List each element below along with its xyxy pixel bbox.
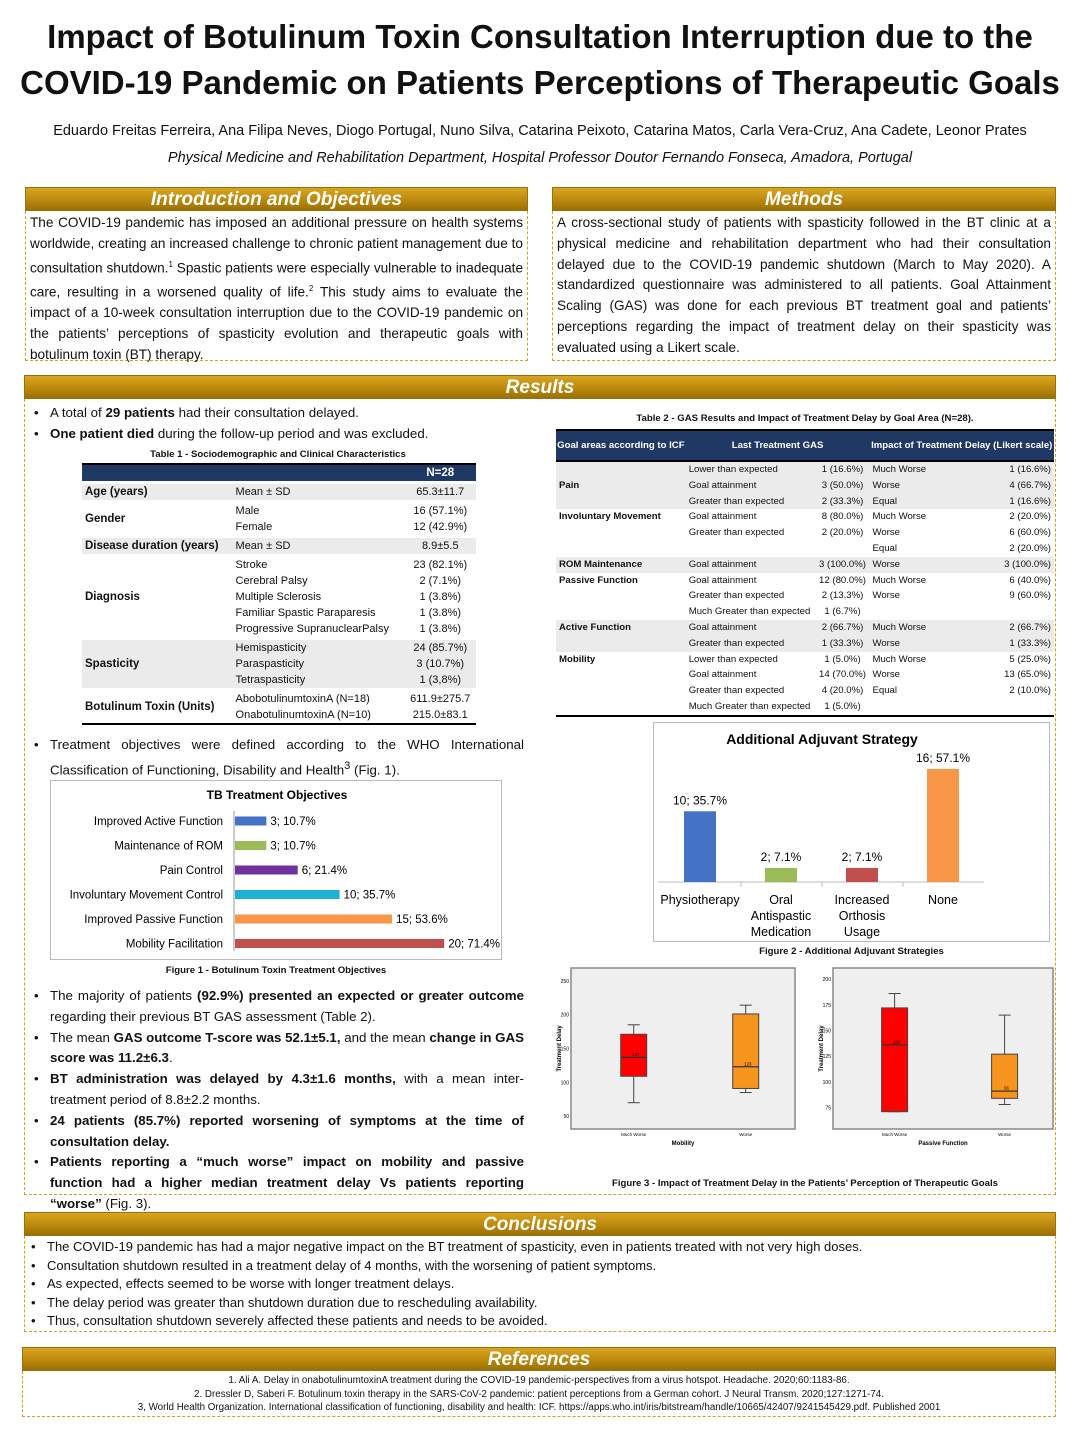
- row-group-label: Gender: [82, 501, 233, 536]
- figure2-chart: [653, 722, 1050, 942]
- text-segment: The mean: [50, 1029, 114, 1045]
- plot-area: [833, 968, 1053, 1129]
- row-group-label: Age (years): [82, 482, 233, 501]
- results-heading: Results: [24, 375, 1056, 399]
- row-group-label: Involuntary Movement: [559, 511, 661, 523]
- table-cell: Much Worse: [869, 461, 967, 478]
- x-tick-label: Much Worse: [621, 1132, 647, 1137]
- y-tick-label: 175: [822, 1002, 831, 1009]
- category-label: Usage: [843, 925, 881, 939]
- bullet-item: [28, 403, 528, 424]
- category-label: Mobility Facilitation: [125, 938, 223, 951]
- plot-area: [571, 968, 795, 1129]
- table-cell: [816, 541, 870, 557]
- table-row: [82, 482, 476, 501]
- conclusion-item: • As expected, effects seemed to be worse with longer treatment delays.: [25, 1275, 1055, 1294]
- row-value: 23 (82.1%): [405, 555, 477, 573]
- header-cell: [233, 464, 405, 482]
- text-segment: during the follow-up period and was excluded.: [154, 425, 429, 441]
- table-cell: [686, 541, 816, 557]
- row-label: Familiar Spastic Paraparesis: [235, 606, 376, 619]
- bullet-item: [28, 1152, 524, 1214]
- row-value: 8.9±5.5: [405, 536, 477, 555]
- text-segment: 29 patients: [105, 405, 175, 420]
- row-group-label: Botulinum Toxin (Units): [82, 689, 233, 724]
- table-cell: 2 (66.7%): [967, 620, 1054, 636]
- text-segment: 24 patients (85.7%) reported worsening of symptoms at the time of consultation delay.: [50, 1112, 524, 1149]
- table-cell: Much Worse: [872, 653, 927, 665]
- conclusion-item: • Consultation shutdown resulted in a treatment delay of 4 months, with the worsening of patient symptoms.: [25, 1257, 1055, 1276]
- text-segment: regarding their previous BT GAS assessment (Table 2).: [50, 1008, 376, 1024]
- y-tick-label: 200: [560, 1012, 569, 1019]
- reference-item: 3, World Health Organization. International classification of functioning, disability and health: ICF. https://apps.who.int/iris/bitstream/handle/10665/42407/9241545429.pdf. Published 2001: [137, 1402, 941, 1413]
- text-segment: and the mean: [340, 1029, 430, 1045]
- table-cell: Worse: [869, 478, 967, 494]
- table-row: [82, 638, 476, 656]
- data-label: 2; 7.1%: [841, 849, 883, 864]
- median-label: 137: [631, 1051, 640, 1057]
- row-label: Hemispasticity: [233, 638, 405, 656]
- results-bullets-top: [28, 403, 528, 445]
- conclusion-item: • Thus, consultation shutdown severely affected these patients and needs to be avoided.: [25, 1312, 1055, 1331]
- x-tick-label: Worse: [998, 1132, 1012, 1137]
- box: [733, 1014, 759, 1089]
- row-label: Paraspasticity: [233, 656, 405, 672]
- data-label: 3; 10.7%: [270, 816, 316, 828]
- row-value: 3 (10.7%): [405, 656, 477, 672]
- table-cell: Much Worse: [869, 620, 967, 636]
- bar: [684, 811, 716, 882]
- table-cell: [967, 604, 1054, 620]
- data-label: 15; 53.6%: [396, 914, 448, 926]
- y-tick-label: 50: [563, 1114, 569, 1121]
- table-row: [556, 461, 1054, 478]
- table-cell: [967, 699, 1054, 716]
- table-row: [556, 652, 1054, 668]
- table-cell: 2 (66.7%): [816, 620, 870, 636]
- table-cell: Greater than expected: [688, 527, 785, 539]
- header-cell: Goal areas according to ICF: [556, 430, 686, 461]
- table1-caption: Table 1 - Sociodemographic and Clinical Characteristics: [150, 449, 406, 460]
- y-tick-label: 100: [560, 1080, 569, 1087]
- y-tick-label: 200: [822, 977, 831, 984]
- text-segment: (Fig. 1).: [350, 762, 400, 778]
- row-group-label: Diagnosis: [82, 555, 233, 638]
- bar: [235, 890, 340, 899]
- bullet-item: [28, 1111, 524, 1153]
- table-cell: 3 (50.0%): [816, 478, 870, 494]
- text-segment: This study aims to evaluate the impact of a 10-week consultation interruption due to the COVID-19 pandemic on the patients’ perceptions of spasticity evolution and therapeutic goals with botulinum toxin (BT) therapy.: [30, 284, 523, 362]
- row-group-label: Active Function: [556, 620, 686, 652]
- table-cell: Goal attainment: [688, 669, 757, 681]
- table-cell: Equal: [869, 494, 967, 510]
- conclusions-list: [25, 1238, 1055, 1331]
- x-axis-label: Passive Function: [918, 1141, 968, 1147]
- table-cell: 1 (33.3%): [816, 636, 870, 652]
- row-group-label: Disease duration (years): [82, 536, 233, 555]
- table-cell: 8 (80.0%): [821, 511, 864, 523]
- table-row: [556, 620, 1054, 636]
- poster-title: Impact of Botulinum Toxin Consultation Interruption due to the COVID-19 Pandemic on Patients Perceptions of Therapeutic Goals: [20, 18, 1060, 101]
- table-cell: 2 (20.0%): [1009, 511, 1051, 523]
- row-label: Multiple Sclerosis: [235, 590, 322, 603]
- bar: [927, 769, 959, 882]
- table-row: [82, 689, 476, 707]
- bullet-item: [28, 1028, 524, 1070]
- category-label: Improved Active Function: [93, 816, 223, 828]
- table-cell: 1 (16.6%): [816, 461, 870, 478]
- row-label: Mean ± SD: [233, 536, 405, 555]
- bar: [765, 868, 797, 882]
- figure2-caption: Figure 2 - Additional Adjuvant Strategies: [759, 946, 944, 957]
- x-tick-label: Worse: [739, 1132, 753, 1137]
- row-group-label: Spasticity: [82, 638, 233, 689]
- table-cell: Equal: [872, 685, 897, 697]
- y-tick-label: 75: [825, 1105, 831, 1112]
- data-label: 2; 7.1%: [760, 849, 802, 864]
- table-cell: Lower than expected: [688, 653, 778, 665]
- table-row: [82, 555, 476, 573]
- category-label: Physiotherapy: [660, 893, 740, 907]
- methods-heading: Methods: [552, 187, 1056, 211]
- table-row: [556, 573, 1054, 589]
- authors: Eduardo Freitas Ferreira, Ana Filipa Neves, Diogo Portugal, Nuno Silva, Catarina Peixoto, Catarina Matos, Carla Vera-Cruz, Ana Cadete, Leonor Prates: [53, 123, 1027, 139]
- row-label: Tetraspasticity: [233, 672, 405, 690]
- table-cell: 4 (66.7%): [967, 478, 1054, 494]
- table-cell: Goal attainment: [686, 620, 816, 636]
- table-header-row: [556, 430, 1054, 461]
- table-cell: 2 (20.0%): [1009, 542, 1051, 554]
- category-label: Medication: [750, 925, 812, 939]
- row-value: 1 (3.8%): [419, 590, 462, 603]
- y-axis-label: Treatment Delay: [819, 1025, 825, 1072]
- bullet-item: [28, 735, 524, 781]
- table-cell: 3 (100.0%): [816, 557, 870, 573]
- table1: [82, 463, 476, 725]
- conclusions-heading: Conclusions: [24, 1212, 1056, 1236]
- header-cell: Impact of Treatment Delay (Likert scale): [869, 430, 1054, 461]
- table-cell: Lower than expected: [686, 461, 816, 478]
- row-value: 2 (7.1%): [419, 574, 462, 587]
- text-segment: A cross-sectional study of patients with spasticity followed in the BT clinic at a physical medicine and rehabilitation department who had their consultation delayed due to the COVID-19 pandemic shutdown (March to May 2020). A standardized questionnaire was administered to all patients. Goal Attainment Scaling (GAS) was done for each previous BT treatment goal and patients’ perceptions regarding the impact of treatment delay on their spasticity was evaluated using a Likert scale.: [557, 215, 1051, 355]
- table-row: [82, 501, 476, 519]
- category-label: Orthosis: [838, 909, 886, 923]
- table-cell: Equal: [872, 542, 897, 554]
- chart-title: TB Treatment Objectives: [206, 788, 348, 802]
- row-label: AbobotulinumtoxinA (N=18): [233, 689, 405, 707]
- table-cell: 14 (70.0%): [819, 669, 866, 681]
- bullet-item: [28, 424, 528, 445]
- category-label: Pain Control: [159, 865, 223, 877]
- text-segment: A total of: [50, 405, 106, 420]
- bar: [235, 841, 266, 850]
- table-cell: Worse: [872, 669, 900, 681]
- table-cell: 2 (10.0%): [1009, 685, 1051, 697]
- category-label: Involuntary Movement Control: [69, 889, 223, 902]
- table-cell: 1 (5.0%): [824, 700, 861, 712]
- text-segment: GAS outcome T-score was 52.1±5.1,: [113, 1029, 341, 1045]
- text-segment: 1: [168, 259, 173, 269]
- chart-title: Additional Adjuvant Strategy: [726, 731, 918, 747]
- row-group-label: ROM Maintenance: [556, 557, 686, 573]
- data-label: 6; 21.4%: [301, 865, 348, 877]
- conclusion-item: • The COVID-19 pandemic has had a major negative impact on the BT treatment of spasticity, even in patients treated with not very high doses.: [25, 1238, 1055, 1257]
- table-cell: Goal attainment: [686, 478, 816, 494]
- row-value: 1 (3,8%): [405, 672, 477, 690]
- category-label: Improved Passive Function: [84, 914, 223, 926]
- header-cell: [82, 464, 233, 482]
- table-cell: Goal attainment: [686, 557, 816, 573]
- header-cell: N=28: [405, 464, 477, 482]
- table-row: [556, 557, 1054, 573]
- table-cell: 9 (60.0%): [1009, 590, 1051, 602]
- row-group-label: Pain: [556, 461, 686, 509]
- table-cell: Greater than expected: [686, 494, 816, 510]
- category-label: Increased: [834, 893, 890, 907]
- conclusions-section: [24, 1212, 1056, 1332]
- figure3-caption: Figure 3 - Impact of Treatment Delay in the Patients’ Perception of Therapeutic Goals: [612, 1178, 998, 1189]
- median-label: 123: [743, 1061, 752, 1067]
- table-cell: Greater than expected: [686, 636, 816, 652]
- figure1-chart: [50, 780, 502, 960]
- text-segment: (Fig. 3).: [101, 1195, 152, 1211]
- row-value: 611.9±275.7: [405, 689, 477, 707]
- text-segment: (92.9%) presented an expected or greater outcome: [197, 988, 524, 1003]
- row-label: Cerebral Palsy: [235, 574, 308, 587]
- table-cell: Goal attainment: [688, 574, 757, 586]
- row-value: 1 (3.8%): [419, 606, 462, 619]
- table-cell: Much Greater than expected: [688, 700, 811, 712]
- table-cell: Greater than expected: [688, 590, 785, 602]
- methods-text: [553, 211, 1055, 361]
- table-cell: Much Worse: [872, 574, 927, 586]
- data-label: 3; 10.7%: [270, 840, 316, 853]
- table-cell: 2 (13.3%): [821, 590, 864, 602]
- table-row: [556, 509, 1054, 525]
- text-segment: Treatment objectives were defined according to the WHO International Classification of Functioning, Disability and Health: [50, 737, 524, 778]
- intro-section: [25, 187, 528, 361]
- table-cell: Worse: [872, 527, 900, 539]
- table-cell: 1 (16.6%): [967, 494, 1054, 510]
- row-label: Progressive SupranuclearPalsy: [235, 622, 389, 635]
- text-segment: with a mean inter-treatment period of 8.8±2.2 months.: [50, 1071, 524, 1107]
- text-segment: BT administration was delayed by 4.3±1.6 months,: [50, 1071, 396, 1087]
- median-label: 91: [1004, 1085, 1010, 1091]
- table-cell: Much Worse: [872, 511, 927, 523]
- bullet-item: [28, 1069, 524, 1111]
- intro-heading: Introduction and Objectives: [25, 187, 528, 211]
- table-cell: Worse: [869, 636, 967, 652]
- text-segment: had their consultation delayed.: [174, 405, 359, 420]
- reference-item: 2. Dressler D, Saberi F. Botulinum toxin therapy in the SARS-CoV-2 pandemic: patient perceptions from a German cohort. J Neural Transm. 2020;127:1271-74.: [194, 1388, 884, 1400]
- bar: [235, 939, 444, 948]
- row-value: 65.3±11.7: [405, 482, 477, 501]
- table-cell: Greater than expected: [688, 685, 785, 697]
- y-tick-label: 100: [822, 1079, 831, 1086]
- figure3-chart: [540, 965, 1055, 1175]
- row-group-label: Mobility: [559, 653, 596, 665]
- row-label: Mean ± SD: [233, 482, 405, 501]
- data-label: 10; 35.7%: [343, 889, 396, 902]
- row-value: 12 (42.9%): [413, 520, 468, 533]
- y-tick-label: 150: [560, 1046, 569, 1053]
- references-section: [22, 1347, 1056, 1417]
- row-label: Stroke: [233, 555, 405, 573]
- table2: [556, 429, 1054, 717]
- table-cell: 1 (5.0%): [824, 653, 861, 665]
- table-cell: 12 (80.0%): [819, 574, 866, 586]
- text-segment: Spastic patients were especially vulnerable to inadequate care, resulting in a worsened quality of life.: [30, 260, 523, 300]
- category-label: Oral: [769, 893, 793, 907]
- results-bullet-icf: [28, 735, 524, 781]
- data-label: 10; 35.7%: [672, 793, 728, 808]
- table-cell: 2 (33.3%): [816, 494, 870, 510]
- references-list: [22, 1371, 1056, 1417]
- text-segment: The COVID-19 pandemic has imposed an additional pressure on health systems worldwide, creating an increased challenge to chronic patient management due to consultation shutdown.: [30, 215, 523, 276]
- conclusion-item: • The delay period was greater than shutdown duration due to rescheduling availability.: [25, 1294, 1055, 1313]
- row-value: 16 (57.1%): [405, 501, 477, 519]
- y-tick-label: 125: [822, 1054, 831, 1061]
- results-bullets-bottom: [28, 986, 524, 1215]
- table-cell: 6 (60.0%): [1009, 527, 1051, 539]
- figure1-caption: Figure 1 - Botulinum Toxin Treatment Objectives: [165, 965, 387, 976]
- reference-item: 1. Ali A. Delay in onabotulinumtoxinA treatment during the COVID-19 pandemic-perspectives from a virus hotspot. Headache. 2020;60:1183-86.: [228, 1375, 850, 1386]
- table-cell: Goal attainment: [688, 511, 757, 523]
- row-value: 1 (3.8%): [419, 622, 462, 635]
- bar: [235, 866, 298, 875]
- table-cell: Much Greater than expected: [688, 606, 811, 618]
- header-cell: Last Treatment GAS: [686, 430, 870, 461]
- text-segment: One patient died: [50, 425, 155, 441]
- table-header-row: [82, 464, 476, 482]
- affiliation: Physical Medicine and Rehabilitation Department, Hospital Professor Doutor Fernando Fonseca, Amadora, Portugal: [167, 150, 913, 166]
- y-tick-label: 150: [822, 1028, 831, 1035]
- median-label: 136: [892, 1039, 901, 1045]
- x-axis-label: Mobility: [671, 1141, 695, 1147]
- text-segment: .: [168, 1050, 173, 1066]
- bar: [235, 915, 392, 924]
- table-cell: [869, 699, 967, 716]
- table-cell: Worse: [869, 557, 967, 573]
- text-segment: 3: [344, 759, 351, 772]
- references-heading: References: [22, 1347, 1056, 1371]
- table-cell: 4 (20.0%): [821, 685, 864, 697]
- y-tick-label: 250: [560, 978, 569, 985]
- box: [882, 1008, 908, 1112]
- category-label: Antispastic: [750, 909, 812, 923]
- data-label: 20; 71.4%: [448, 938, 500, 951]
- category-label: Maintenance of ROM: [114, 840, 223, 853]
- bar: [846, 868, 878, 882]
- table-cell: 13 (65.0%): [1004, 669, 1051, 681]
- row-label: OnabotulinumtoxinA (N=10): [235, 708, 371, 721]
- row-label: Female: [235, 520, 273, 533]
- table2-caption: Table 2 - GAS Results and Impact of Treatment Delay by Goal Area (N=28).: [636, 413, 974, 424]
- text-segment: change in GAS score was 11.2±6.3: [50, 1029, 524, 1066]
- x-tick-label: Much Worse: [882, 1132, 908, 1137]
- table-cell: Worse: [872, 590, 900, 602]
- text-segment: Patients reporting a “much worse” impact on mobility and passive function had a higher median treatment delay Vs patients reporting “worse”: [50, 1154, 524, 1211]
- table-cell: 6 (40.0%): [1009, 574, 1051, 586]
- table-cell: 2 (20.0%): [821, 527, 864, 539]
- row-label: Male: [233, 501, 405, 519]
- table-cell: [869, 604, 967, 620]
- category-label: None: [928, 893, 958, 907]
- bar: [235, 817, 266, 826]
- table-cell: 1 (33.3%): [967, 636, 1054, 652]
- table-cell: 3 (100.0%): [967, 557, 1054, 573]
- row-value: 215.0±83.1: [412, 708, 468, 721]
- table-cell: 5 (25.0%): [1009, 653, 1051, 665]
- row-group-label: Passive Function: [559, 574, 638, 586]
- methods-section: [552, 187, 1056, 361]
- text-segment: The majority of patients: [50, 988, 198, 1003]
- text-segment: 2: [308, 283, 314, 293]
- data-label: 16; 57.1%: [915, 750, 971, 765]
- table-row: [82, 536, 476, 555]
- y-axis-label: Treatment Delay: [557, 1025, 563, 1072]
- table-cell: 1 (16.6%): [967, 461, 1054, 478]
- intro-text: [26, 211, 527, 368]
- bullet-item: [28, 986, 524, 1028]
- table-cell: 1 (6.7%): [824, 606, 861, 618]
- row-value: 24 (85.7%): [405, 638, 477, 656]
